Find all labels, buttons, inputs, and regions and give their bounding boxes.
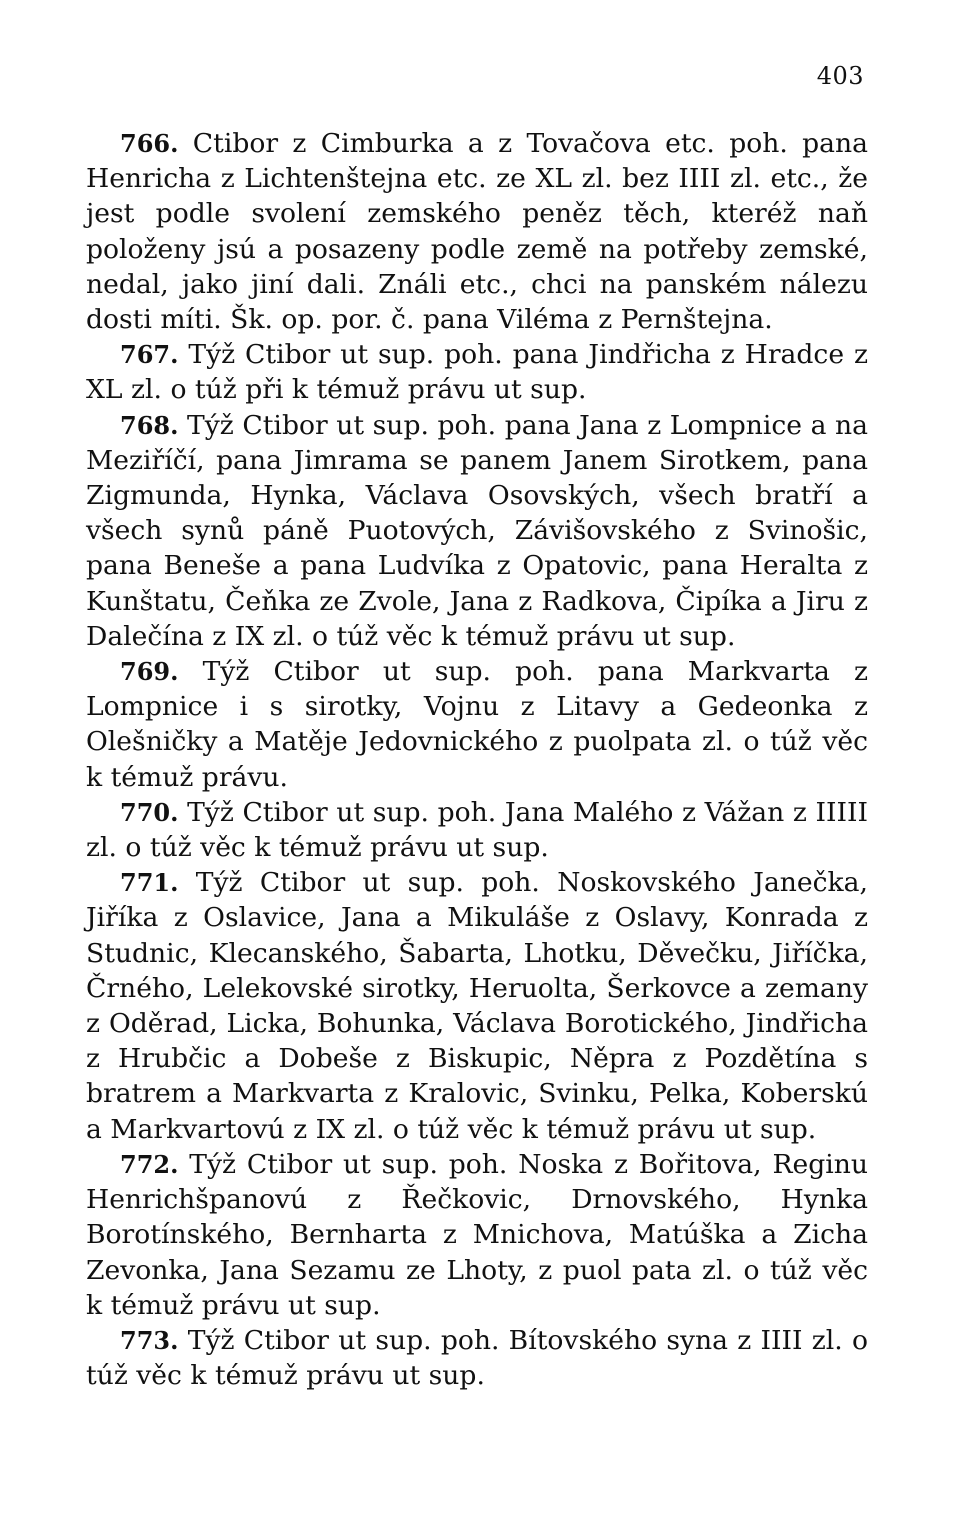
entry-number: 773. bbox=[120, 1325, 179, 1355]
entry-773 bbox=[86, 1323, 868, 1393]
entry-text: Týž Ctibor ut sup. poh. pana Jindřicha z Hradce z XL zl. o túž při k témuž právu ut sup. bbox=[86, 339, 868, 406]
entry-766 bbox=[86, 126, 868, 337]
entry-number: 767. bbox=[120, 340, 179, 370]
entry-769 bbox=[86, 654, 868, 795]
text-block bbox=[86, 126, 868, 1393]
entry-text: Ctibor z Cimburka a z Tovačova etc. poh. pana Henricha z Lichtenštejna etc. ze XL zl. bez IIII zl. etc., že jest podle svolení zemského peněz těch, kteréž naň položeny jsú a posazeny podle země na potřeby zemské, nedal, jako jiní dali. Ználi etc., chci na panském nálezu dosti míti. Šk. op. por. č. pana Viléma z Pernštejna. bbox=[86, 128, 868, 336]
entry-number: 772. bbox=[120, 1149, 179, 1179]
entry-768 bbox=[86, 408, 868, 654]
entry-text: Týž Ctibor ut sup. poh. Jana Malého z Vážan z IIIII zl. o túž věc k témuž právu ut sup. bbox=[86, 796, 868, 864]
entry-number: 768. bbox=[120, 410, 179, 440]
entry-text: Týž Ctibor ut sup. poh. pana Markvarta z Lompnice i s sirotky, Vojnu z Litavy a Gedeonka z Olešničky a Matěje Jedovnického z puolpata zl. o túž věc k témuž právu. bbox=[86, 656, 868, 793]
entry-number: 766. bbox=[120, 129, 179, 158]
entry-number: 769. bbox=[120, 657, 179, 687]
entry-number: 771. bbox=[120, 868, 179, 898]
entry-text: Týž Ctibor ut sup. poh. pana Jana z Lompnice a na Meziříčí, pana Jimrama se panem Janem Sirotkem, pana Zigmunda, Hynka, Václava Osovských, všech bratří a všech synů páně Puotových, Závišovského z Svinošic, pana Beneše a pana Ludvíka z Opatovic, pana Heralta z Kunštatu, Čeňka ze Zvole, Jana z Radkova, Čipíka a Jiru z Dalečína z IX zl. o túž věc k témuž právu ut sup. bbox=[86, 409, 868, 652]
entry-text: Týž Ctibor ut sup. poh. Noskovského Janečka, Jiříka z Oslavice, Jana a Mikuláše z Oslavy, Konrada z Studnic, Klecanského, Šabarta, Lhotku, Děvečku, Jiříčka, Črného, Lelekovské sirotky, Heruolta, Šerkovce a zemany z Oděrad, Licka, Bohunka, Václava Borotického, Jindřicha z Hrubčic a Dobeše z Biskupic, Něpra z Pozdětína s bratrem a Markvarta z Kralovic, Svinku, Pelka, Koberskú a Markvartovú z IX zl. o túž věc k témuž právu ut sup. bbox=[86, 867, 868, 1145]
entry-767 bbox=[86, 337, 868, 407]
entry-text: Týž Ctibor ut sup. poh. Noska z Bořitova, Reginu Henrichšpanovú z Řečkovic, Drnovského, Hynka Borotínského, Bernharta z Mnichova, Matúška a Zicha Zevonka, Jana Sezamu ze Lhoty, z puol pata zl. o túž věc k témuž právu ut sup. bbox=[86, 1148, 868, 1321]
entry-number: 770. bbox=[120, 797, 179, 827]
entry-770 bbox=[86, 795, 868, 865]
entry-text: Týž Ctibor ut sup. poh. Bítovského syna z IIII zl. o túž věc k témuž právu ut sup. bbox=[86, 1324, 868, 1392]
page-number: 403 bbox=[816, 62, 864, 90]
entry-771 bbox=[86, 865, 868, 1147]
entry-772 bbox=[86, 1147, 868, 1323]
